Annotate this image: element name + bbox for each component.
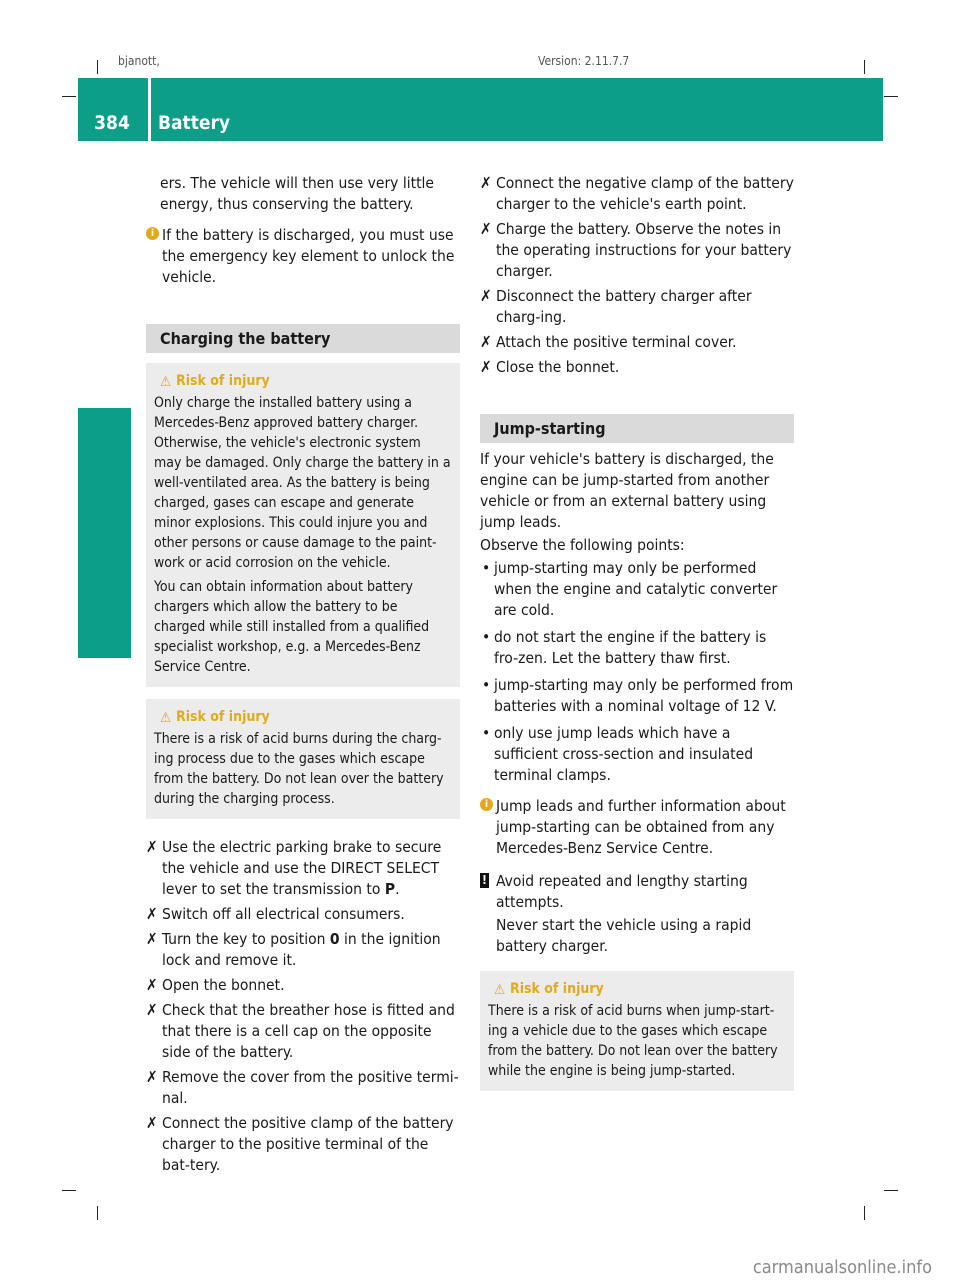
jump-intro: If your vehicle's battery is discharged, the engine can be jump-started from another vehicle or from an external battery using jump leads. xyxy=(480,450,774,531)
info-text: If the battery is discharged, you must use the emergency key element to unlock the vehicle. xyxy=(162,226,455,286)
step-arrow-icon: ✗ xyxy=(146,976,158,994)
left-column xyxy=(146,173,460,1180)
section-heading-charging: Charging the battery xyxy=(146,324,460,353)
info-text: Jump leads and further information about jump-starting can be obtained from any Mercedes-Benz Service Centre. xyxy=(496,797,786,857)
step-arrow-icon: ✗ xyxy=(146,838,158,856)
step-arrow-icon: ✗ xyxy=(480,174,492,192)
right-column xyxy=(480,173,794,1091)
crop-mark xyxy=(97,1206,98,1220)
intro-line-2: energy, thus conserving the battery. xyxy=(160,195,414,213)
warning-text: There is a risk of acid burns when jump-start-ing a vehicle due to the gases which escape from the battery. Do not lean over the battery while the engine is being jump-started. xyxy=(488,1003,778,1079)
warning-box xyxy=(146,699,460,819)
step-item xyxy=(480,219,794,282)
warning-text: You can obtain information about battery chargers which allow the battery to be charged while still installed from a qualified specialist workshop, e.g. a Mercedes-Benz Service Centre. xyxy=(154,579,430,675)
bullet-dot: • xyxy=(482,676,491,694)
bullet-item xyxy=(480,627,794,669)
warning-title xyxy=(488,979,786,999)
warning-title-text: Risk of injury xyxy=(176,373,270,389)
step-bold: P xyxy=(384,880,396,898)
meta-version: Version: 2.11.7.7 xyxy=(538,54,630,68)
step-arrow-icon: ✗ xyxy=(480,333,492,351)
intro-line-1: ers. The vehicle will then use very little xyxy=(160,174,434,192)
chapter-title: Battery xyxy=(158,112,231,134)
step-text: Open the bonnet. xyxy=(162,976,285,994)
observe-label: Observe the following points: xyxy=(480,536,685,554)
warning-title-text: Risk of injury xyxy=(176,709,270,725)
info-icon: i xyxy=(480,798,493,811)
step-text: Attach the positive terminal cover. xyxy=(496,333,737,351)
warning-title xyxy=(154,371,452,391)
warning-box xyxy=(480,971,794,1091)
step-arrow-icon: ✗ xyxy=(146,1114,158,1132)
info-note xyxy=(146,225,460,288)
step-item xyxy=(480,173,794,215)
bullet-dot: • xyxy=(482,559,491,577)
step-text: Close the bonnet. xyxy=(496,358,620,376)
step-item xyxy=(480,332,794,353)
bullet-text: jump-starting may only be performed from batteries with a nominal voltage of 12 V. xyxy=(494,676,794,715)
header-separator xyxy=(148,78,151,141)
bullet-text: jump-starting may only be performed when the engine and catalytic converter are cold. xyxy=(494,559,778,619)
info-note xyxy=(480,796,794,859)
step-text: Charge the battery. Observe the notes in the operating instructions for your battery charger. xyxy=(496,220,792,280)
step-item xyxy=(146,1000,460,1063)
bullet-text: only use jump leads which have a sufficient cross-section and insulated terminal clamps. xyxy=(494,724,754,784)
crop-mark xyxy=(97,60,98,74)
step-arrow-icon: ✗ xyxy=(146,930,158,948)
warning-box xyxy=(146,363,460,687)
step-text: Use the electric parking brake to secure the vehicle and use the DIRECT SELECT lever to set the transmission to xyxy=(162,838,442,898)
footer-watermark: carmanualsonline.info xyxy=(752,1257,932,1278)
crop-mark xyxy=(864,1206,865,1220)
step-text: Remove the cover from the positive termi-nal. xyxy=(162,1068,459,1107)
crop-mark xyxy=(884,96,898,97)
warning-triangle-icon: ⚠ xyxy=(160,374,172,390)
bullet-item xyxy=(480,723,794,786)
step-text: Connect the positive clamp of the battery charger to the positive terminal of the bat-tery. xyxy=(162,1114,454,1174)
crop-mark xyxy=(864,60,865,74)
step-text: . xyxy=(395,880,400,898)
step-text: Turn the key to position xyxy=(162,930,330,948)
step-arrow-icon: ✗ xyxy=(146,1001,158,1019)
warning-title-text: Risk of injury xyxy=(510,981,604,997)
step-text: in the ignition lock and remove it. xyxy=(162,930,441,969)
step-item xyxy=(146,929,460,971)
caution-text: Avoid repeated and lengthy starting attempts. xyxy=(496,872,748,911)
section-heading-jump-starting: Jump-starting xyxy=(480,414,794,443)
warning-title xyxy=(154,707,452,727)
step-item xyxy=(146,975,460,996)
step-arrow-icon: ✗ xyxy=(480,220,492,238)
step-text: Check that the breather hose is fitted and that there is a cell cap on the opposite side of the battery. xyxy=(162,1001,455,1061)
caution-text: Never start the vehicle using a rapid battery charger. xyxy=(496,916,752,955)
step-item xyxy=(480,286,794,328)
step-item xyxy=(146,1113,460,1176)
step-text: Switch off all electrical consumers. xyxy=(162,905,405,923)
step-text: Disconnect the battery charger after charg-ing. xyxy=(496,287,752,326)
bullet-item xyxy=(480,675,794,717)
bullet-dot: • xyxy=(482,724,491,742)
step-arrow-icon: ✗ xyxy=(480,287,492,305)
step-arrow-icon: ✗ xyxy=(146,905,158,923)
step-arrow-icon: ✗ xyxy=(480,358,492,376)
step-item xyxy=(146,837,460,900)
crop-mark xyxy=(62,1190,76,1191)
bullet-text: do not start the engine if the battery is fro-zen. Let the battery thaw first. xyxy=(494,628,767,667)
crop-mark xyxy=(62,96,76,97)
bullet-item xyxy=(480,558,794,621)
step-item xyxy=(146,904,460,925)
caution-note xyxy=(480,871,794,957)
step-bold: 0 xyxy=(329,930,340,948)
step-arrow-icon: ✗ xyxy=(146,1068,158,1086)
warning-text: There is a risk of acid burns during the charg-ing process due to the gases which escape from the battery. Do not lean over the battery during the charging process. xyxy=(154,731,444,807)
step-item xyxy=(146,1067,460,1109)
meta-author: bjanott, xyxy=(118,54,160,68)
crop-mark xyxy=(884,1190,898,1191)
warning-text: Only charge the installed battery using a Mercedes-Benz approved battery charger. Otherwise, the vehicle's electronic system may be damaged. Only charge the battery in a well-ventilated area. As the battery is being charged, gases can escape and generate minor explosions. This could injure you and other persons or cause damage to the paint-work or acid corrosion on the vehicle. xyxy=(154,395,451,571)
page-number: 384 xyxy=(94,112,130,134)
exclamation-icon: ! xyxy=(480,873,489,888)
warning-triangle-icon: ⚠ xyxy=(494,982,506,998)
warning-triangle-icon: ⚠ xyxy=(160,710,172,726)
bullet-dot: • xyxy=(482,628,491,646)
step-item xyxy=(480,357,794,378)
step-text: Connect the negative clamp of the battery charger to the vehicle's earth point. xyxy=(496,174,794,213)
side-label: Practical advice xyxy=(99,457,127,650)
info-icon: i xyxy=(146,227,159,240)
